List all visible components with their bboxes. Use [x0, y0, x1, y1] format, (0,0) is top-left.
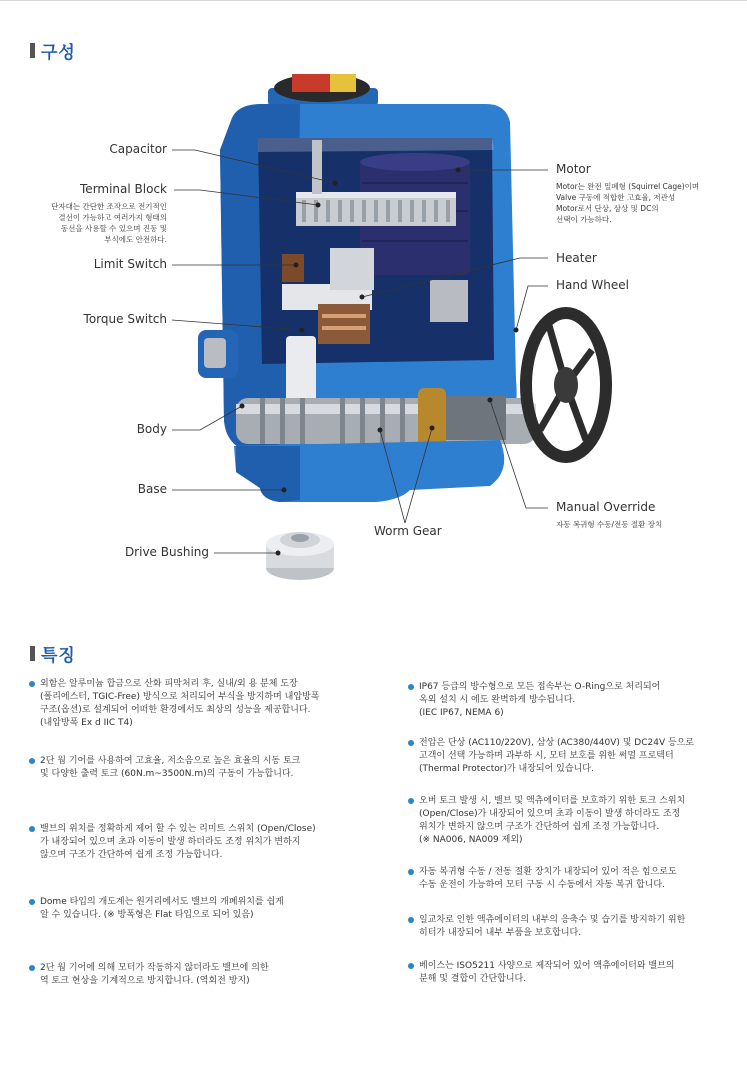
- position-indicator-dome: [268, 74, 378, 106]
- feature-text-line: 2단 웜 기어를 사용하여 고효율, 저소음으로 높은 효율의 시동 토크: [40, 756, 301, 766]
- bullet-icon: [408, 963, 414, 969]
- label-worm-gear: Worm Gear: [374, 524, 442, 538]
- terminal-block: [296, 192, 456, 226]
- manual-override-description: 자동 복귀형 수동/전동 절환 장치: [556, 520, 663, 529]
- feature-text-line: 위치가 변하지 않으며 구조가 간단하여 쉽게 조정 가능합니다.: [419, 822, 660, 832]
- label-heater: Heater: [556, 251, 597, 265]
- feature-text-line: 밸브의 위치를 정확하게 제어 할 수 있는 리미트 스위치 (Open/Close): [40, 824, 316, 834]
- feature-item: [419, 960, 739, 986]
- feature-text-line: 않으며 구조가 간단하여 쉽게 조정 가능합니다.: [40, 850, 223, 860]
- heading-bar-icon: [30, 646, 35, 661]
- feature-text-line: 전압은 단상 (AC110/220V), 삼상 (AC380/440V) 및 DC24V 등으로: [419, 738, 695, 748]
- feature-text-line: 자동 복귀형 수동 / 전동 절환 장치가 내장되어 있어 적은 힘으로도: [419, 867, 677, 877]
- feature-text-line: 분해 및 결합이 간단합니다.: [419, 974, 527, 984]
- feature-item: [419, 866, 739, 892]
- bullet-icon: [29, 681, 35, 687]
- feature-text-line: 2단 웜 기어에 의해 모터가 작동하지 않더라도 밸브에 의한: [40, 963, 269, 973]
- terminal-block-description: [51, 201, 167, 245]
- feature-text-line: 히터가 내장되어 내부 부품을 보호합니다.: [419, 928, 582, 938]
- feature-text-line: 알 수 있습니다. (※ 방폭형은 Flat 타입으로 되어 있음): [40, 910, 254, 920]
- feature-item: [40, 755, 380, 781]
- section-title: 구성: [41, 43, 76, 63]
- feature-text-line: 구조(옵션)로 설계되어 어떠한 환경에서도 최상의 성능을 제공합니다.: [40, 705, 311, 715]
- feature-text-line: 가 내장되어 있으며 초과 이동이 발생 하더라도 조정 위치가 변하지: [40, 837, 301, 847]
- terminal-desc-line: 동선을 사용할 수 있으며 진동 및: [60, 224, 167, 233]
- feature-text-line: IP67 등급의 방수형으로 모든 접속부는 O-Ring으로 처리되어: [419, 682, 661, 692]
- feature-text-line: (Open/Close)가 내장되어 있으며 초과 이동이 발생 하더라도 조정: [419, 809, 681, 819]
- label-limit-switch: Limit Switch: [93, 257, 167, 271]
- bullet-icon: [408, 740, 414, 746]
- label-body: Body: [136, 422, 167, 436]
- feature-item: [40, 896, 380, 922]
- section-title: 특징: [41, 646, 76, 666]
- bullet-icon: [408, 917, 414, 923]
- feature-text-line: (내압방폭 Ex d IIC T4): [40, 718, 133, 728]
- label-torque-switch: Torque Switch: [83, 312, 167, 326]
- bullet-icon: [29, 758, 35, 764]
- bullet-icon: [29, 826, 35, 832]
- terminal-desc-line: 단자대는 간단한 조작으로 전기적인: [51, 202, 167, 211]
- drive-bushing: [266, 532, 334, 580]
- label-capacitor: Capacitor: [109, 142, 167, 156]
- label-manual-override: Manual Override: [556, 500, 656, 514]
- motor-description: [556, 181, 699, 225]
- section-heading-features: [30, 641, 76, 666]
- feature-text-line: 베이스는 ISO5211 사양으로 제작되어 있어 액츄에이터와 밸브의: [419, 961, 675, 971]
- terminal-desc-line: 결선이 가능하고 여러가지 형태의: [58, 213, 167, 222]
- motor-desc-line: Motor는 완전 밀폐형 (Squirrel Cage)이며: [556, 182, 700, 191]
- motor-desc-line: Valve 구동에 적합한 고효율, 저관성: [556, 193, 676, 202]
- label-drive-bushing: Drive Bushing: [124, 545, 209, 559]
- bullet-icon: [29, 899, 35, 905]
- feature-text-line: 역 토크 현상을 기계적으로 방지합니다. (역회전 방지): [40, 976, 250, 986]
- feature-item: [419, 795, 739, 847]
- terminal-desc-line: 부식에도 안전하다.: [104, 235, 167, 244]
- feature-text-line: 일교차로 인한 액츄에이터의 내부의 응축수 및 습기를 방지하기 위한: [419, 915, 686, 925]
- label-hand-wheel: Hand Wheel: [556, 278, 629, 292]
- feature-text-line: (폴리에스터, TGIC-Free) 방식으로 처리되어 부식을 방지하며 내압방폭: [40, 692, 320, 702]
- motor-desc-line: 선택이 가능하다.: [556, 215, 612, 224]
- bullet-icon: [29, 965, 35, 971]
- feature-item: [419, 681, 739, 720]
- feature-text-line: 옥외 설치 시 에도 완벽하게 방수됩니다.: [419, 695, 576, 705]
- feature-item: [40, 678, 380, 730]
- label-motor: Motor: [556, 162, 591, 176]
- feature-item: [40, 962, 380, 988]
- feature-item: [40, 823, 380, 862]
- label-terminal-block: Terminal Block: [80, 182, 167, 196]
- feature-text-line: (Thermal Protector)가 내장되어 있습니다.: [419, 764, 594, 774]
- bullet-icon: [408, 798, 414, 804]
- feature-text-line: 오버 토크 발생 시, 밸브 및 액츄에이터를 보호하기 위한 토크 스위치: [419, 796, 686, 806]
- feature-text-line: (IEC IP67, NEMA 6): [419, 708, 504, 718]
- feature-text-line: 외함은 알루미늄 합금으로 산화 피막처리 후, 실내/외 용 분체 도장: [40, 679, 298, 689]
- feature-item: [419, 737, 739, 776]
- feature-text-line: Dome 타입의 개도계는 원거리에서도 밸브의 개폐위치를 쉽게: [40, 897, 284, 907]
- feature-text-line: 고객이 선택 가능하며 과부하 시, 모터 보호를 위한 써멀 프로텍터: [419, 751, 674, 761]
- bullet-icon: [408, 684, 414, 690]
- actuator-base: [234, 440, 504, 502]
- feature-text-line: 및 다양한 출력 토크 (60N.m~3500N.m)의 구동이 가능합니다.: [40, 769, 294, 779]
- capacitor-unit: [312, 140, 322, 194]
- feature-text-line: (※ NA006, NA009 제외): [419, 835, 523, 845]
- label-base: Base: [137, 482, 167, 496]
- hand-wheel: [526, 313, 606, 457]
- feature-item: [419, 914, 739, 940]
- feature-text-line: 수동 운전이 가능하여 모터 구동 시 수동에서 자동 복귀 합니다.: [419, 880, 665, 890]
- bullet-icon: [408, 869, 414, 875]
- motor-desc-line: Motor로서 단상, 삼상 및 DC의: [556, 204, 659, 213]
